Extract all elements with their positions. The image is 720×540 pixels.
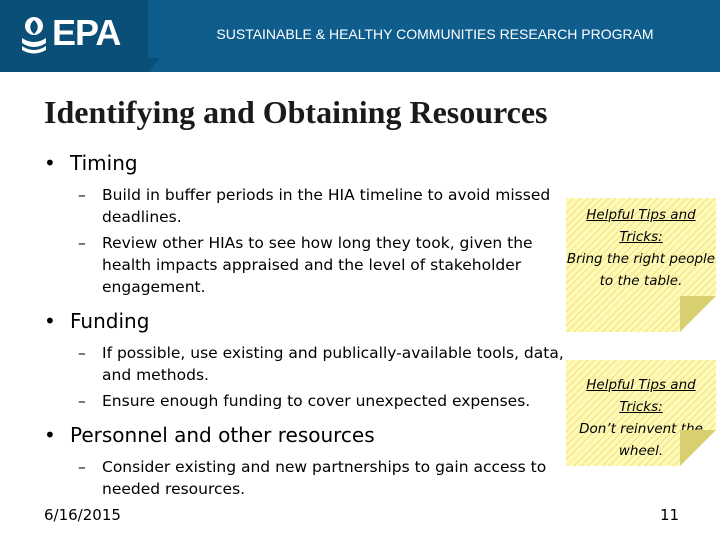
section-heading: Funding (70, 309, 150, 333)
bullet-icon: • (44, 423, 56, 447)
epa-logo (0, 0, 148, 72)
page-curl-icon (680, 430, 716, 466)
epa-flower-icon (20, 16, 48, 56)
section-funding (44, 308, 564, 334)
dash-icon: – (78, 392, 86, 410)
logo-notch (148, 58, 160, 72)
epa-logo-text: EPA (52, 12, 121, 53)
tip-heading: Helpful Tips and Tricks: (586, 377, 696, 415)
section-personnel (44, 422, 564, 448)
slide-content (44, 150, 564, 504)
list-item-text: Consider existing and new partnerships to gain access to needed resources. (102, 458, 547, 498)
page-number: 11 (660, 506, 680, 524)
footer-date: 6/16/2015 (44, 506, 121, 524)
page-curl-icon (680, 296, 716, 332)
bullet-icon: • (44, 309, 56, 333)
list-item (44, 342, 564, 386)
program-name: SUSTAINABLE & HEALTHY COMMUNITIES RESEARCH PROGRAM (216, 26, 654, 42)
tip-heading: Helpful Tips and Tricks: (586, 207, 696, 245)
section-heading: Personnel and other resources (70, 423, 375, 447)
bullet-icon: • (44, 151, 56, 175)
list-item (44, 184, 564, 228)
header-bar (0, 0, 720, 72)
tip-body: Don’t reinvent the wheel. (579, 421, 703, 459)
slide-title: Identifying and Obtaining Resources (44, 94, 548, 130)
list-item-text: Build in buffer periods in the HIA timeline to avoid missed deadlines. (102, 186, 551, 226)
dash-icon: – (78, 234, 86, 252)
list-item (44, 232, 564, 298)
tip-note-1 (566, 198, 716, 332)
list-item (44, 390, 564, 412)
section-heading: Timing (70, 151, 138, 175)
dash-icon: – (78, 458, 86, 476)
dash-icon: – (78, 344, 86, 362)
dash-icon: – (78, 186, 86, 204)
list-item-text: Ensure enough funding to cover unexpected expenses. (102, 392, 531, 410)
list-item-text: Review other HIAs to see how long they took, given the health impacts appraised and the level of stakeholder engagement. (102, 234, 533, 296)
list-item-text: If possible, use existing and publically-available tools, data, and methods. (102, 344, 564, 384)
tip-body: Bring the right people to the table. (566, 251, 716, 289)
tip-note-2 (566, 360, 716, 466)
list-item (44, 456, 564, 500)
section-timing (44, 150, 564, 176)
